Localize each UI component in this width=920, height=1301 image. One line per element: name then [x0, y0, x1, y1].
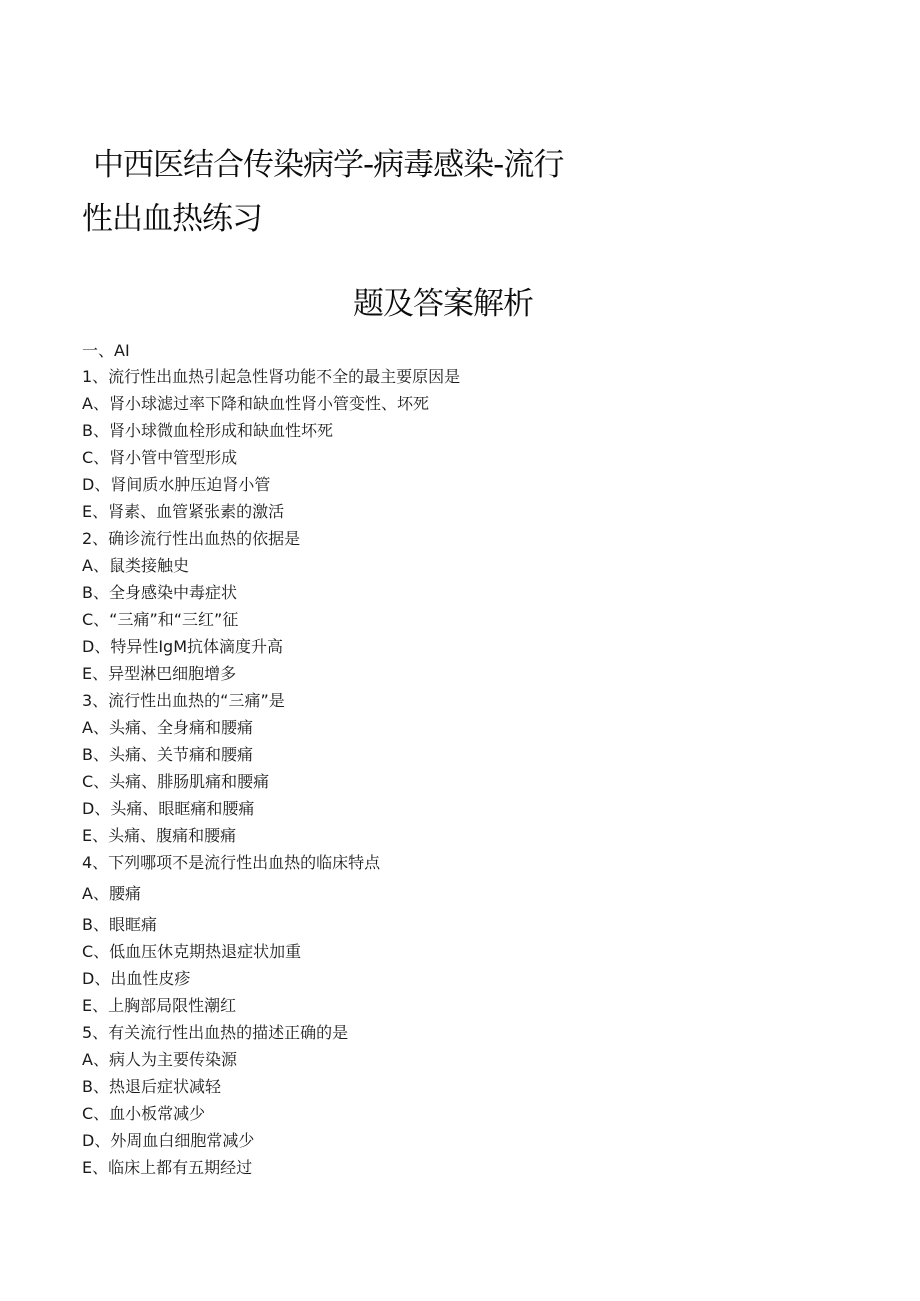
answer-option: D、头痛、眼眶痛和腰痛 — [82, 799, 255, 818]
answer-option: B、全身感染中毒症状 — [82, 583, 237, 602]
answer-option: C、“三痛”和“三红”征 — [82, 610, 239, 629]
answer-option: E、肾素、血管紧张素的激活 — [82, 502, 285, 521]
answer-option: B、热退后症状减轻 — [82, 1077, 221, 1096]
answer-option: D、肾间质水肿压迫肾小管 — [82, 475, 271, 494]
answer-option: C、肾小管中管型形成 — [82, 448, 238, 467]
section-heading: 一、AI — [82, 341, 130, 360]
answer-option: E、头痛、腹痛和腰痛 — [82, 826, 237, 845]
question-stem: 4、下列哪项不是流行性出血热的临床特点 — [82, 853, 381, 872]
answer-option: D、特异性IgM抗体滴度升高 — [82, 637, 284, 656]
answer-option: E、临床上都有五期经过 — [82, 1158, 253, 1177]
answer-option: B、肾小球微血栓形成和缺血性坏死 — [82, 421, 333, 440]
document-title-line-1: 中西医结合传染病学-病毒感染-流行 — [93, 147, 564, 183]
question-list — [82, 339, 882, 1181]
answer-option: D、出血性皮疹 — [82, 969, 191, 988]
question-stem: 5、有关流行性出血热的描述正确的是 — [82, 1023, 349, 1042]
answer-option: B、头痛、关节痛和腰痛 — [82, 745, 253, 764]
question-stem: 3、流行性出血热的“三痛”是 — [82, 691, 285, 710]
answer-option: C、头痛、腓肠肌痛和腰痛 — [82, 772, 270, 791]
answer-option: D、外周血白细胞常减少 — [82, 1131, 255, 1150]
answer-option: C、血小板常减少 — [82, 1104, 206, 1123]
question-stem: 1、流行性出血热引起急性肾功能不全的最主要原因是 — [82, 367, 461, 386]
answer-option: C、低血压休克期热退症状加重 — [82, 942, 302, 961]
document-title-line-2: 性出血热练习 — [82, 201, 262, 237]
answer-option: E、上胸部局限性潮红 — [82, 996, 237, 1015]
answer-option: A、头痛、全身痛和腰痛 — [82, 718, 253, 737]
answer-option: A、鼠类接触史 — [82, 556, 189, 575]
answer-option: A、肾小球滤过率下降和缺血性肾小管变性、坏死 — [82, 394, 429, 413]
answer-option: A、腰痛 — [82, 884, 141, 903]
question-stem: 2、确诊流行性出血热的依据是 — [82, 529, 301, 548]
answer-option: B、眼眶痛 — [82, 915, 157, 934]
answer-option: E、异型淋巴细胞增多 — [82, 664, 237, 683]
document-title-line-3: 题及答案解析 — [353, 286, 533, 322]
answer-option: A、病人为主要传染源 — [82, 1050, 237, 1069]
